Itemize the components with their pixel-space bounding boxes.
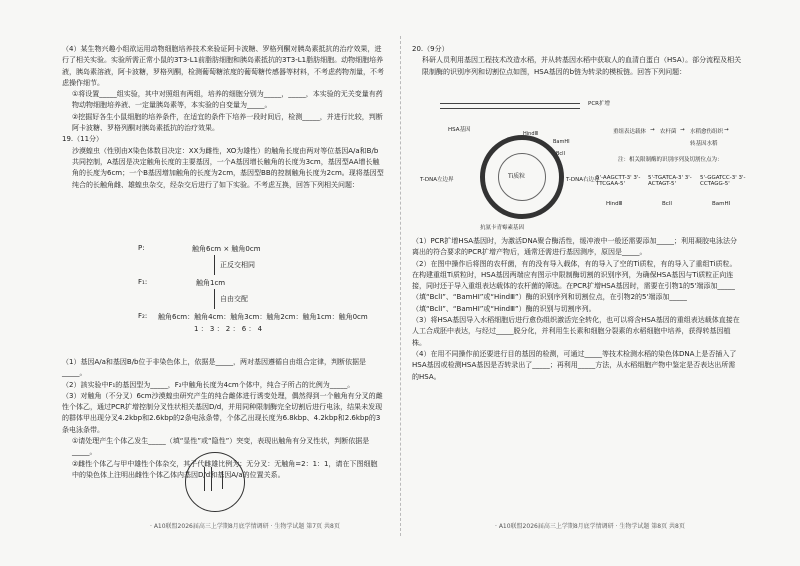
hind-site-label: HindⅢ bbox=[523, 131, 538, 137]
enzyme-note: 注：相关限制酶的识别序列及切割位点为： bbox=[618, 157, 723, 163]
gene-engineering-diagram bbox=[418, 99, 748, 234]
resistance-gene-label: 抗氨卡青霉素基因 bbox=[480, 225, 525, 231]
cross-p-label: P: bbox=[138, 244, 145, 252]
bcl-site-label: BclⅠ bbox=[556, 151, 566, 157]
cross-p-parents: 触角6cm × 触角0cm bbox=[192, 245, 261, 253]
cross-f2: 触角6cm：触角4cm：触角3cm：触角2cm：触角1cm：触角0cm bbox=[158, 313, 368, 321]
footer-page-8: · A10联盟2026届高三上学期8月底学情调研 · 生物学试题 第8页 共8页 bbox=[495, 523, 685, 530]
pcr-label: PCR扩增 bbox=[588, 101, 610, 107]
seq-bcl: 5'-TGATCA-3' 3'-ACTAGT-5' bbox=[648, 175, 692, 187]
question-19-2: （2）該实验中F₁的基因型为_____，F₂中触角长度为4cm个体中，纯合子所占的比例为_____。 bbox=[62, 380, 355, 389]
flow-step-4: 转基因水稻 bbox=[690, 141, 718, 147]
flow-arrow-3: → bbox=[724, 127, 729, 133]
chromosome-1 bbox=[204, 467, 205, 491]
cross-arrow-1 bbox=[214, 255, 215, 275]
seq-bam-name: BamHⅠ bbox=[712, 201, 731, 207]
seq-bcl-name: BclⅠ bbox=[662, 201, 672, 207]
flow-step-1: 重组表达载体 bbox=[613, 129, 647, 135]
question-20-1: （1）PCR扩增HSA基因时，为激活DNA聚合酶活性，缓冲液中一般还需要添加_____；利用凝胶电泳法分离出的符合要求的PCR扩增产物后，通常还需进行基因测序，原因是_____。 bbox=[412, 237, 737, 257]
flow-step-2: 农杆菌 bbox=[660, 129, 677, 135]
question-19-3a: ①请处理产生个体乙发生_____（填“显性”或“隐性”）突变，表现出触角有分叉性状，判断依据是_____。 bbox=[72, 437, 370, 457]
question-20-intro: 科研人员利用基因工程技术改造水稻，并从转基因水稻中获取人的血清白蛋白（HSA）。部分流程及相关限制酶的识别序列和切割位点如图，HSA基因的b链为转录的模板链。回答下列问题： bbox=[422, 56, 742, 76]
column-divider bbox=[400, 36, 401, 536]
question-20-4: （4）在用不同操作前还要进行目的基因的检测，可通过_____等技术检测水稻的染色体DNA上是否插入了HSA基因或检测HSA基因是否转录出了_____；再利用_____方法，从水稻细胞产物中鉴定是否表达出所需的HSA。 bbox=[412, 349, 737, 381]
question-20-title: 20.（9分） bbox=[412, 45, 449, 53]
footer-page-7: · A10联盟2026届高三上学期8月底学情调研 · 生物学试题 第7页 共8页 bbox=[150, 523, 340, 530]
flow-arrow-1: → bbox=[650, 127, 655, 133]
hsa-gene-label: HSA基因 bbox=[448, 127, 471, 133]
plasmid-center-label: Ti质粒 bbox=[508, 173, 526, 180]
seq-hind-name: HindⅢ bbox=[606, 201, 623, 207]
cross-f2-label: F₂: bbox=[138, 312, 148, 320]
bam-site-label: BamHⅠ bbox=[553, 139, 570, 145]
tdna-left-label: T-DNA左边界 bbox=[420, 177, 454, 183]
question-18-part4-intro: （4）某生物兴趣小组欲运用动物细胞培养技术来验证阿卡波糖、罗格列酮对胰岛素抵抗的治疗效果，进行了相关实验。实验所需正常小鼠的3T3-L1前脂肪细胞和胰岛素抵抗的3T3-L1脂肪细胞。动物细胞培养液，胰岛素溶液，阿卡波糖，罗格列酮，检测葡萄糖浓度的葡萄糖传感器等材料，不考虑药物剂量，不考虑操作细节。 bbox=[62, 45, 384, 87]
flow-step-3: 水稻愈伤组织 bbox=[690, 129, 724, 135]
question-18-part4-sub1: ①将设置_____组实验，其中对照组有两组，培养的细胞分别为_____，_____，本实验的无关变量有药物动物细胞培养液、一定量胰岛素等，本实验的自变量为_____。 bbox=[72, 90, 383, 110]
hsa-gene-dna bbox=[440, 103, 580, 109]
tdna-right-label: T-DNA右边界 bbox=[566, 177, 600, 183]
right-column bbox=[412, 44, 742, 78]
question-19-3b: ②雌性个体乙与甲中雄性个体杂交，其子代雌雄比例为：无分叉：无触角=2：1：1，请在下图细胞中的染色体上注明出雌性个体乙体内基因D/d和基因A/a的位置关系。 bbox=[72, 459, 378, 479]
cross-arrow-2-label: 自由交配 bbox=[220, 295, 248, 303]
question-19-1: （1）基因A/a和基因B/b位于非染色体上，依据是_____，两对基因遵循自由组合定律，判断依据是_____。 bbox=[62, 358, 366, 378]
cross-f1-label: F₁: bbox=[138, 278, 148, 286]
seq-hind: 5'-AAGCTT-3' 3'-TTCGAA-5' bbox=[596, 175, 641, 187]
cross-arrow-2 bbox=[214, 289, 215, 309]
genetic-cross-diagram bbox=[62, 240, 384, 352]
question-20-3: （3）将HSA基因导入水稻细胞后进行愈伤组织激活完全转化，也可以将含HSA基因的重组表达载体直接在人工合成胚中表达，与经过_____脱分化，并利用生长素和细胞分裂素的水稻细胞中培养，获得转基因植株。 bbox=[412, 316, 740, 347]
question-19-3: （3）对触角（不分叉）6cm沙漠蝗虫研究产生的纯合雌体进行诱变处理，偶然得到一个触角有分叉的雌性个体乙，通过PCR扩增控制分叉性状相关基因D/d，并用同种限制酶完全切割后进行电泳，结果未发现的群体甲出现分叉4.2kbp和2.6kbp的2条电泳条带，个体乙出现长度为6.8kbp、4.2kbp和2.6kbp的3条电泳条带。 bbox=[62, 391, 383, 434]
cell-diagram bbox=[185, 452, 245, 512]
cross-f1: 触角1cm bbox=[196, 279, 226, 287]
seq-bam: 5'-GGATCC-3' 3'-CCTAGG-5' bbox=[700, 175, 746, 187]
question-19-title: 19.（11分） bbox=[62, 135, 104, 144]
left-column bbox=[62, 44, 384, 191]
flow-arrow-2: → bbox=[680, 127, 685, 133]
question-18-part4-sub2: ②挖掘好各生小鼠细胞的培养条件，在适宜的条件下培养一段时间后，检测_____，并进行比较，判断阿卡波糖、罗格列酮对胰岛素抵抗的治疗效果。 bbox=[72, 112, 383, 133]
chromosome-3 bbox=[222, 471, 223, 489]
chromosome-2 bbox=[211, 467, 212, 491]
question-20-2: （2）在图中操作后将图的农杆菌，有的没有导入载体，有的导入了空的Ti质粒，有的导入了重组Ti质粒。在构建重组Ti质粒时，HSA基因两端应有图示中限制酶切割的识别序列，为确保HSA基因与Ti质粒正向连接，同时还于导入重组表达载体的农杆菌的筛选。在PCR扩增HSA基因时，需要在引物1的5'端添加_____（填“BclⅠ”、“BamHⅠ”或“HindⅢ”）酶的识别序列和切割位点，在引物2的5'端添加_____（填“BclⅠ”、“BamHⅠ”或“HindⅢ”）酶的识别与切割序列。 bbox=[412, 259, 737, 313]
question-19-intro: 沙漠蝗虫（性别由X染色体数目决定：XX为雌性，XO为雄性）的触角长度由两对等位基因A/a和B/b共同控制，A基因是决定触角长度的主要基因，一个A基因增长触角的长度为3cm，基因型AA增长触角的长度为6cm；一个B基因增加触角的长度为2cm，基因型BB的控制触角长度为2cm。现将基因型纯合的长触角雌、雄蝗虫杂交，经杂交后进行了如下实验。不考虑互换，回答下列相关问题： bbox=[72, 146, 384, 189]
right-column-lower bbox=[412, 236, 742, 383]
cross-f2-ratio: 1 ： 3 ： 2 ： 6 ： 4 bbox=[194, 325, 263, 333]
cross-arrow-1-label: 正反交相同 bbox=[220, 261, 255, 269]
